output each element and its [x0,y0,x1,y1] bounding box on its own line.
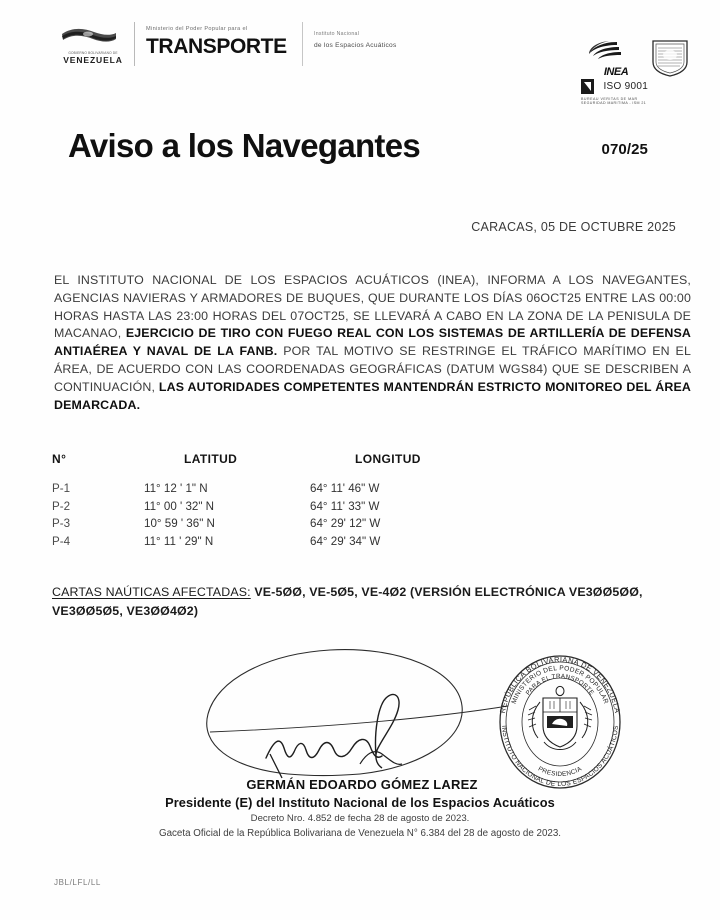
affected-charts-label: CARTAS NAÚTICAS AFECTADAS: [52,585,251,599]
longitude-value: 64° 29' 12" W [310,517,381,530]
header-divider-1 [134,22,135,66]
body-segment-1: EJERCICIO DE TIRO CON FUEGO REAL CON LOS SISTEMAS DE ARTILLERÍA DE DEFENSA ANTIAÉREA Y NAVAL DE LA FANB. [54,326,692,359]
venezuela-flag-icon [58,24,120,52]
institute-line-1: Instituto Nacional [314,31,360,37]
longitude-value: 64° 11' 46" W [310,482,380,495]
flag-sub-caption: GOBIERNO BOLIVARIANO DE [68,51,118,55]
handwritten-signature [170,636,510,786]
dateline: CARACAS, 05 DE OCTUBRE 2025 [471,220,676,234]
decree-reference: Decreto Nro. 4.852 de fecha 28 de agosto de 2023. [250,813,470,824]
title-row [0,127,720,173]
inea-swoosh-icon [587,40,645,64]
inea-logo [587,40,645,76]
column-header-number: N° [52,452,67,466]
body-segment-3: LAS AUTORIDADES COMPETENTES MANTENDRÁN ESTRICTO MONITOREO DEL ÁREA DEMARCADA. [54,379,691,412]
latitude-value: 10° 59 ' 36" N [144,517,215,530]
iso-label: ISO 9001 [603,81,649,93]
svg-text:MINISTERIO DEL PODER POPULAR: MINISTERIO DEL PODER POPULAR [510,664,610,706]
affected-charts [52,583,692,620]
coordinates-rows [52,482,502,552]
inea-wordmark: INEA [603,66,629,78]
signatory-name: GERMÁN EDOARDO GÓMEZ LAREZ [246,777,478,792]
table-row [52,482,502,500]
table-row [52,500,502,518]
ministry-line: Ministerio del Poder Popular para el [146,26,248,32]
svg-text:PRESIDENCIA: PRESIDENCIA [536,765,584,779]
institute-line-2: de los Espacios Acuáticos [314,42,397,49]
body-segment-2: POR TAL MOTIVO SE RESTRINGE EL TRÁFICO MARÍTIMO EN EL ÁREA, DE ACUERDO CON LAS COORDENADAS GEOGRÁFICAS (DATUM WGS84) QUE SE DESCRIBEN A CONTINUACIÓN, [54,344,691,394]
header-divider-2 [302,22,303,66]
point-id: P-4 [52,534,71,548]
point-id: P-1 [52,482,71,495]
venezuela-logo [58,24,128,65]
page-title: Aviso a los Navegantes [68,127,421,164]
latitude-value: 11° 11 ' 29" N [144,534,214,548]
ministry-name: TRANSPORTE [146,35,287,58]
venezuela-caption: VENEZUELA [63,55,123,65]
official-seal [492,622,627,822]
svg-text:PARA EL TRANSPORTE: PARA EL TRANSPORTE [524,672,596,697]
column-header-latitude: LATITUD [184,452,238,466]
longitude-value: 64° 29' 34" W [310,534,381,548]
ministry-seal-icon [649,38,691,78]
coordinates-header-row [52,452,502,482]
header-right-logos [579,18,704,105]
signature-area [0,636,720,851]
point-id: P-3 [52,517,71,530]
coordinates-table [52,452,502,552]
signatory-role: Presidente (E) del Instituto Nacional de los Espacios Acuáticos [165,795,555,810]
point-id: P-2 [52,499,71,513]
table-row [52,517,502,535]
latitude-value: 11° 00 ' 32" N [144,499,215,513]
gazette-reference: Gaceta Oficial de la República Bolivariana de Venezuela N° 6.384 del 28 de agosto de 2023. [158,828,562,839]
svg-text:INSTITUTO NACIONAL DE LOS ESPA: INSTITUTO NACIONAL DE LOS ESPACIOS ACUÁTICOS [500,725,620,789]
longitude-value: 64° 11' 33" W [310,499,380,513]
table-row [52,535,502,553]
footer-reference-code: JBL/LFL/LL [54,878,101,887]
iso-badge [581,78,701,105]
notice-body [54,272,691,414]
iso-mark-icon [581,79,594,94]
column-header-longitude: LONGITUD [355,452,421,466]
body-segment-0: EL INSTITUTO NACIONAL DE LOS ESPACIOS ACUÁTICOS (INEA), INFORMA A LOS NAVEGANTES, AGENCIAS NAVIERAS Y ARMADORES DE BUQUES, QUE DURANTE LOS DÍAS 06OCT25 ENTRE LAS 00:00 HORAS HASTA LAS 23:00 HORAS DEL 07OCT25, SE LLEVARÁ A CABO EN LA ZONA DE LA PENISULA DE MACANAO, [54,273,691,341]
affected-charts-value: VE-5ØØ, VE-5Ø5, VE-4Ø2 (VERSIÓN ELECTRÓNICA VE3ØØ5ØØ, VE3ØØ5Ø5, VE3ØØ4Ø2) [52,585,643,618]
notice-number: 070/25 [601,141,648,158]
iso-sub-line-1: BUREAU VERITAS DE MAR [581,97,638,101]
svg-text:REPÚBLICA BOLIVARIANA DE VENEZ: REPÚBLICA BOLIVARIANA DE VENEZUELA [497,654,623,714]
iso-sub-line-2: SEGURIDAD MARITIMA - ISM 21 [581,101,647,105]
latitude-value: 11° 12 ' 1" N [144,482,208,495]
document-header [0,18,720,105]
